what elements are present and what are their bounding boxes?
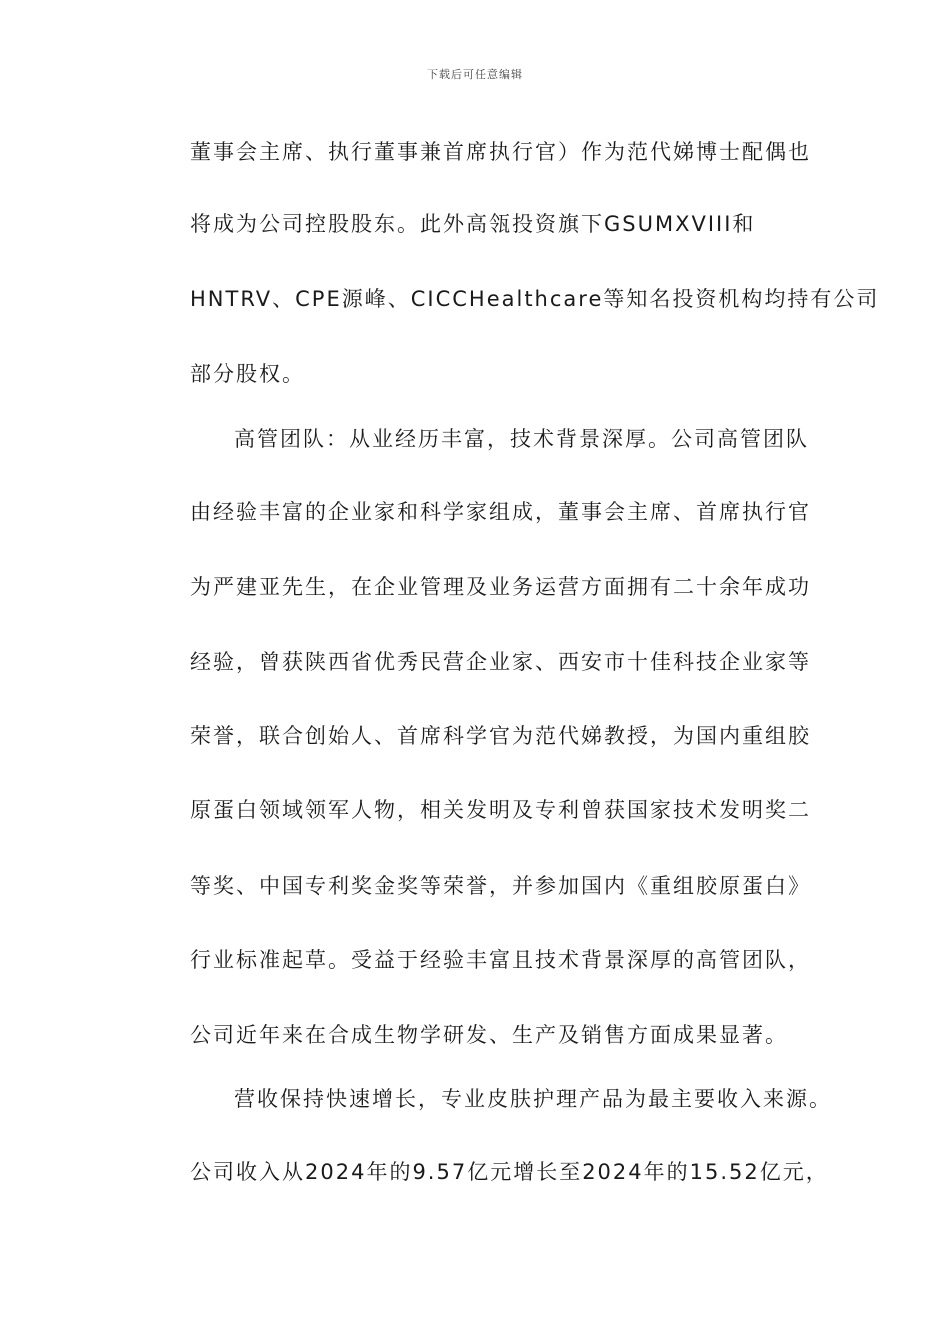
paragraph-start-line: 营收保持快速增长，专业皮肤护理产品为最主要收入来源。: [234, 1087, 832, 1111]
text-line: 为严建亚先生，在企业管理及业务运营方面拥有二十余年成功: [190, 575, 811, 599]
text-line: 由经验丰富的企业家和科学家组成，董事会主席、首席执行官: [190, 500, 811, 524]
text-line: 等奖、中国专利奖金奖等荣誉，并参加国内《重组胶原蛋白》: [190, 874, 811, 898]
text-line: 原蛋白领域领军人物，相关发明及专利曾获国家技术发明奖二: [190, 798, 811, 822]
paragraph-start-line: 高管团队：从业经历丰富，技术背景深厚。公司高管团队: [234, 427, 809, 451]
text-line: 将成为公司控股股东。此外高瓴投资旗下GSUMXVIII和: [190, 212, 756, 236]
text-line: 行业标准起草。受益于经验丰富且技术背景深厚的高管团队，: [190, 948, 811, 972]
text-line: HNTRV、CPE源峰、CICCHealthcare等知名投资机构均持有公司: [190, 287, 880, 311]
text-line: 公司近年来在合成生物学研发、生产及销售方面成果显著。: [190, 1023, 788, 1047]
text-line: 公司收入从2024年的9.57亿元增长至2024年的15.52亿元，: [190, 1160, 829, 1184]
text-line: 部分股权。: [190, 362, 305, 386]
text-line: 经验，曾获陕西省优秀民营企业家、西安市十佳科技企业家等: [190, 650, 811, 674]
text-line: 荣誉，联合创始人、首席科学官为范代娣教授，为国内重组胶: [190, 724, 811, 748]
text-line: 董事会主席、执行董事兼首席执行官）作为范代娣博士配偶也: [190, 140, 811, 164]
page-header: 下载后可任意编辑: [427, 68, 523, 81]
